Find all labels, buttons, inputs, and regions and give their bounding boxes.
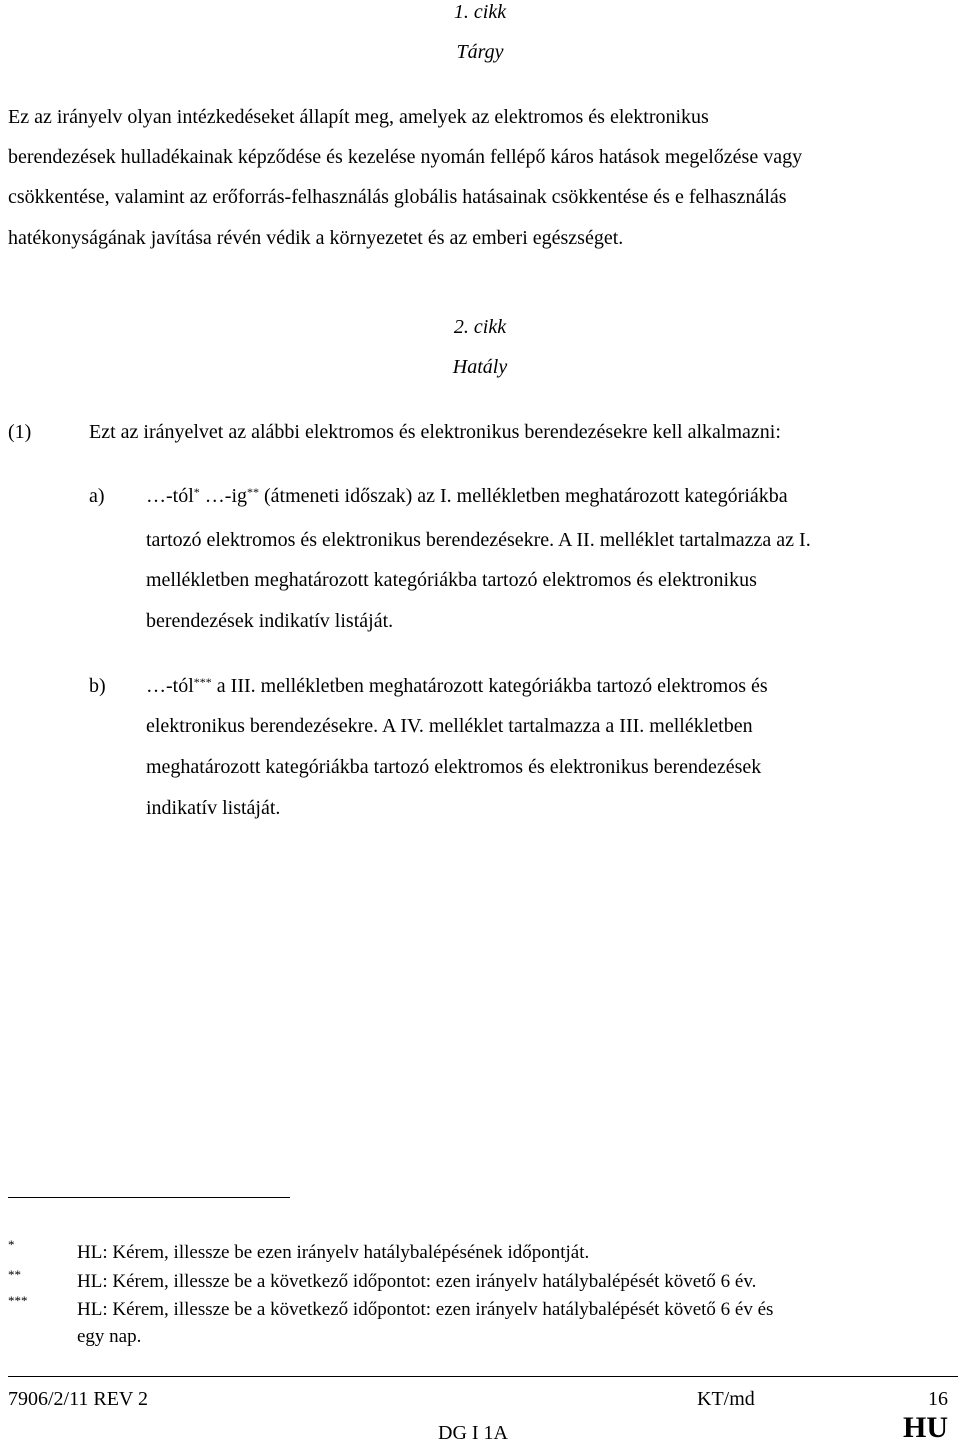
- article-2-number: 2. cikk: [453, 316, 507, 338]
- article-2-title: Hatály: [452, 356, 508, 378]
- footnote-ref-3: ***: [193, 675, 212, 689]
- item-a-label: a): [89, 485, 105, 507]
- document-reference: 7906/2/11 REV 2: [8, 1388, 149, 1410]
- item-b-label: b): [89, 675, 106, 697]
- footer-rule: [8, 1376, 958, 1377]
- item-b-line-4: indikatív listáját.: [146, 797, 281, 819]
- item-b-line-1: …-tól*** a III. mellékletben meghatározott kategóriákba tartozó elektromos és: [146, 675, 768, 697]
- paragraph-1-text: Ezt az irányelvet az alábbi elektromos és elektronikus berendezésekre kell alkalmazni:: [89, 421, 781, 443]
- footnote-separator: [8, 1197, 290, 1198]
- item-b-line-2: elektronikus berendezésekre. A IV. melléklet tartalmazza a III. mellékletben: [146, 715, 753, 737]
- article-1-line-3: csökkentése, valamint az erőforrás-felhasználás globális hatásainak csökkentése és e felhasználás: [8, 186, 787, 208]
- language-code: HU: [903, 1411, 948, 1444]
- footnote-2-mark: **: [8, 1267, 21, 1282]
- footnote-3-text-cont: egy nap.: [77, 1326, 142, 1347]
- article-1-line-2: berendezések hulladékainak képződése és kezelése nyomán fellépő káros hatások megelőzése vagy: [8, 146, 803, 168]
- paragraph-1-label: (1): [8, 421, 32, 443]
- item-a-line-3: mellékletben meghatározott kategóriákba tartozó elektromos és elektronikus: [146, 569, 757, 591]
- footnote-3-text: HL: Kérem, illessze be a következő időpontot: ezen irányelv hatálybalépését követő 6 év és: [77, 1299, 774, 1320]
- footnote-1-mark: *: [8, 1237, 15, 1252]
- footnote-ref-2: **: [247, 485, 259, 499]
- footnote-1-text: HL: Kérem, illessze be ezen irányelv hatálybalépésének időpontját.: [77, 1242, 590, 1263]
- article-1-line-1: Ez az irányelv olyan intézkedéseket állapít meg, amelyek az elektromos és elektronikus: [8, 106, 709, 128]
- item-a-line-1: …-tól* …-ig** (átmeneti időszak) az I. mellékletben meghatározott kategóriákba: [146, 485, 788, 507]
- footnote-3-mark: ***: [8, 1293, 28, 1308]
- item-b-line-3: meghatározott kategóriákba tartozó elektromos és elektronikus berendezések: [146, 756, 762, 778]
- item-a-line-2: tartozó elektromos és elektronikus berendezésekre. A II. melléklet tartalmazza az I.: [146, 529, 811, 551]
- item-a-line-4: berendezések indikatív listáját.: [146, 610, 394, 632]
- footnote-2-text: HL: Kérem, illessze be a következő időpontot: ezen irányelv hatálybalépését követő 6 év.: [77, 1271, 757, 1292]
- article-1-number: 1. cikk: [453, 1, 507, 23]
- article-1-title: Tárgy: [456, 41, 504, 63]
- footnote-ref-1: *: [193, 485, 200, 499]
- article-1-line-4: hatékonyságának javítása révén védik a környezetet és az emberi egészséget.: [8, 227, 624, 249]
- page-number: 16: [928, 1388, 948, 1410]
- directorate-code: DG I 1A: [438, 1422, 508, 1444]
- author-initials: KT/md: [697, 1388, 755, 1410]
